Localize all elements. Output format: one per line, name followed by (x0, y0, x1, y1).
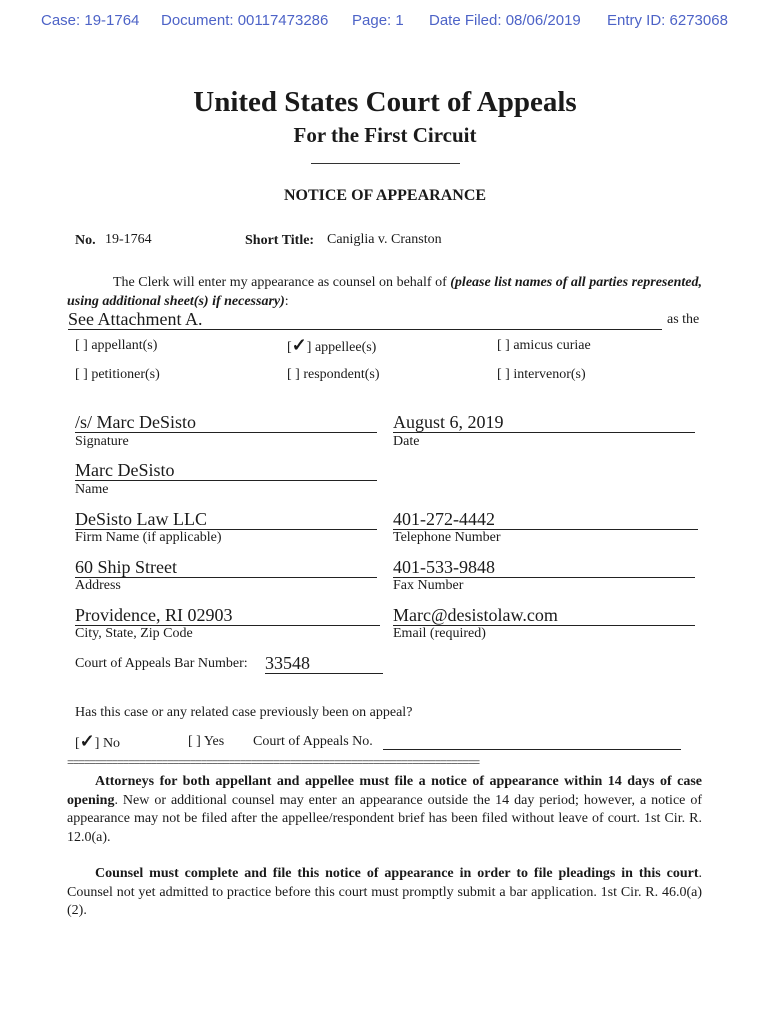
as-the-text: as the (667, 312, 700, 327)
telephone-label: Telephone Number (393, 530, 501, 545)
address-field[interactable]: 60 Ship Street (75, 557, 377, 578)
appellant-checkbox[interactable]: [ ] appellant(s) (75, 338, 158, 353)
prior-appeal-no-checkbox[interactable]: [✓] No (75, 731, 121, 751)
yes-label: Yes (203, 734, 225, 749)
appellee-label: appellee(s) (314, 340, 377, 355)
short-title-value: Caniglia v. Cranston (327, 232, 442, 247)
city-label: City, State, Zip Code (75, 626, 193, 641)
case-no-value: 19-1764 (105, 232, 152, 247)
case-no-label: No. (75, 233, 96, 248)
prior-appeal-question: Has this case or any related case previously been on appeal? (75, 705, 413, 720)
date-label: Date (393, 434, 420, 449)
signature-field[interactable]: /s/ Marc DeSisto (75, 412, 377, 433)
case-no-prompt: Court of Appeals No. (253, 734, 373, 749)
notice-2-rest: . Counsel not yet admitted to practice before this court must promptly submit a bar application. 1st Cir. R. 46.0(a)(2). (67, 866, 702, 918)
prior-appeal-yes-checkbox[interactable]: [ ] Yes (188, 734, 225, 749)
intervenor-checkbox[interactable]: [ ] intervenor(s) (497, 367, 586, 382)
notice-paragraph-2 (67, 865, 702, 921)
header-entry-id: Entry ID: 6273068 (607, 12, 728, 29)
intervenor-label: intervenor(s) (513, 367, 586, 382)
related-case-number-field[interactable] (383, 749, 681, 750)
email-field[interactable]: Marc@desistolaw.com (393, 605, 695, 626)
intro-colon: : (284, 293, 289, 309)
header-date-filed: Date Filed: 08/06/2019 (429, 12, 581, 29)
notice-paragraph-1 (67, 773, 702, 847)
header-case: Case: 19-1764 (41, 12, 140, 29)
petitioner-checkbox[interactable]: [ ] petitioner(s) (75, 367, 160, 382)
telephone-field[interactable]: 401-272-4442 (393, 509, 698, 530)
title-rule (311, 163, 460, 164)
no-check-icon: ✓ (79, 731, 95, 751)
name-label: Name (75, 482, 109, 497)
no-label: No (102, 736, 121, 751)
intro-paragraph (67, 274, 702, 311)
intro-emphasis: (please list names of all parties represented, using additional sheet(s) if necessary) (67, 275, 702, 309)
fax-field[interactable]: 401-533-9848 (393, 557, 695, 578)
fax-label: Fax Number (393, 578, 464, 593)
name-field[interactable]: Marc DeSisto (75, 460, 377, 481)
section-divider: ========================================================================== (67, 755, 480, 769)
respondent-label: respondent(s) (303, 367, 380, 382)
amicus-checkbox[interactable]: [ ] amicus curiae (497, 338, 591, 353)
court-name: United States Court of Appeals (193, 86, 577, 118)
header-page: Page: 1 (352, 12, 404, 29)
parties-field[interactable]: See Attachment A. (68, 309, 662, 330)
appellee-checkbox[interactable]: [✓] appellee(s) (287, 335, 377, 355)
form-title: NOTICE OF APPEARANCE (283, 187, 487, 204)
respondent-checkbox[interactable]: [ ] respondent(s) (287, 367, 380, 382)
bar-number-label: Court of Appeals Bar Number: (75, 656, 248, 671)
signature-label: Signature (75, 434, 129, 449)
petitioner-label: petitioner(s) (91, 367, 160, 382)
amicus-label: amicus curiae (513, 338, 591, 353)
court-circuit: For the First Circuit (293, 123, 477, 147)
firm-label: Firm Name (if applicable) (75, 530, 222, 545)
city-field[interactable]: Providence, RI 02903 (75, 605, 380, 626)
date-field[interactable]: August 6, 2019 (393, 412, 695, 433)
appellant-label: appellant(s) (91, 338, 158, 353)
appellee-check-icon: ✓ (291, 335, 307, 355)
email-label: Email (required) (393, 626, 486, 641)
notice-1-bold: Attorneys for both appellant and appellee must file a notice of appearance within 14 days of case opening (67, 774, 702, 808)
firm-field[interactable]: DeSisto Law LLC (75, 509, 377, 530)
short-title-label: Short Title: (245, 233, 315, 248)
intro-text: The Clerk will enter my appearance as counsel on behalf of (113, 275, 451, 290)
notice-1-rest: . New or additional counsel may enter an appearance outside the 14 day period; however, a notice of appearance may not be filed after the appellee/respondent brief has been filed without leave of court. 1st Cir. R. 12.0(a). (67, 792, 702, 845)
bar-number-field[interactable]: 33548 (265, 653, 383, 674)
address-label: Address (75, 578, 121, 593)
header-document: Document: 00117473286 (161, 12, 329, 29)
notice-2-bold: Counsel must complete and file this notice of appearance in order to file pleadings in this court (95, 866, 699, 881)
